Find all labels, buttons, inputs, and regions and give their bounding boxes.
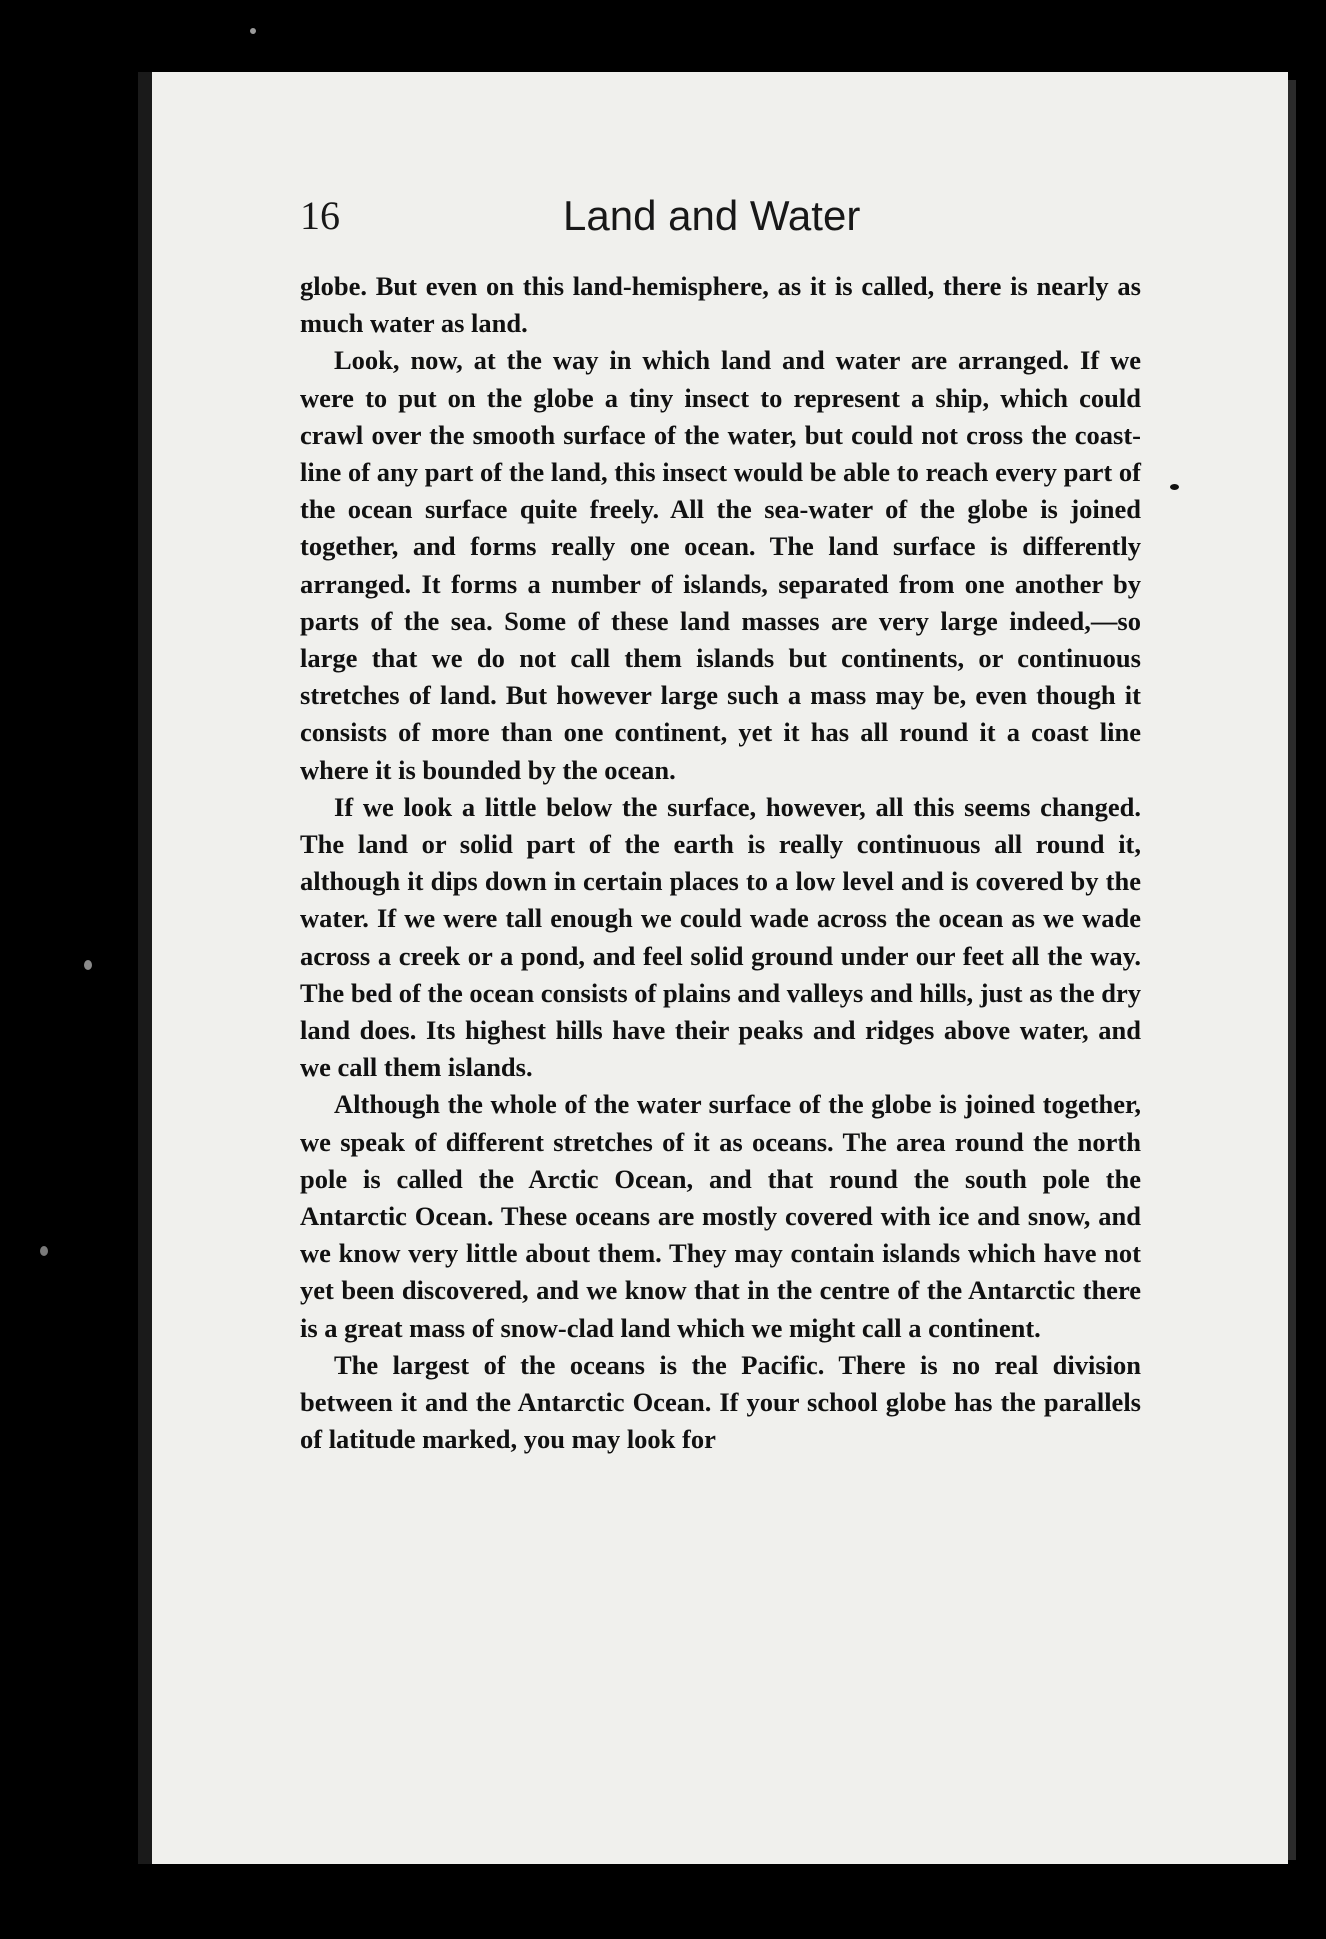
page-header (300, 192, 1150, 252)
page-number: 16 (300, 193, 340, 238)
scan-speck (1170, 484, 1179, 490)
page-edge (1288, 80, 1296, 1860)
paragraph: If we look a little below the surface, however, all this seems changed. The land or solid part of the earth is really continuous all round it, although it dips down in certain places to a low level and is covered by the water. If we were tall enough we could wade across the ocean as we wade across a creek or a pond, and feel solid ground under our feet all the way. The bed of the ocean consists of plains and valleys and hills, just as the dry land does. Its highest hills have their peaks and ridges above water, and we call them islands. (300, 791, 1141, 1083)
paragraph: The largest of the oceans is the Pacific. There is no real division between it and the Antarctic Ocean. If your school globe has the parallels of latitude marked, you may look for (300, 1349, 1141, 1455)
scan-speck (40, 1246, 48, 1256)
running-title: Land and Water (563, 192, 861, 239)
scan-speck (250, 28, 256, 34)
paragraph: globe. But even on this land-hemisphere, as it is called, there is nearly as much water as land. (300, 271, 1141, 339)
paragraph: Although the whole of the water surface of the globe is joined together, we speak of different stretches of it as oceans. The area round the north pole is called the Arctic Ocean, and that round the south pole the Antarctic Ocean. These oceans are mostly covered with ice and snow, and we know very little about them. They may contain islands which have not yet been discovered, and we know that in the centre of the Antarctic there is a great mass of snow-clad land which we might call a continent. (300, 1089, 1141, 1343)
paragraph: Look, now, at the way in which land and water are arranged. If we were to put on the globe a tiny insect to represent a ship, which could crawl over the smooth surface of the water, but could not cross the coast-line of any part of the land, this insect would be able to reach every part of the ocean surface quite freely. All the sea-water of the globe is joined together, and forms really one ocean. The land surface is differently arranged. It forms a number of islands, separated from one another by parts of the sea. Some of these land masses are very large indeed,—so large that we do not call them islands but continents, or continuous stretches of land. But however large such a mass may be, even though it consists of more than one continent, yet it has all round it a coast line where it is bounded by the ocean. (300, 345, 1141, 785)
body-text (300, 268, 1141, 1459)
scan-speck (84, 960, 92, 970)
